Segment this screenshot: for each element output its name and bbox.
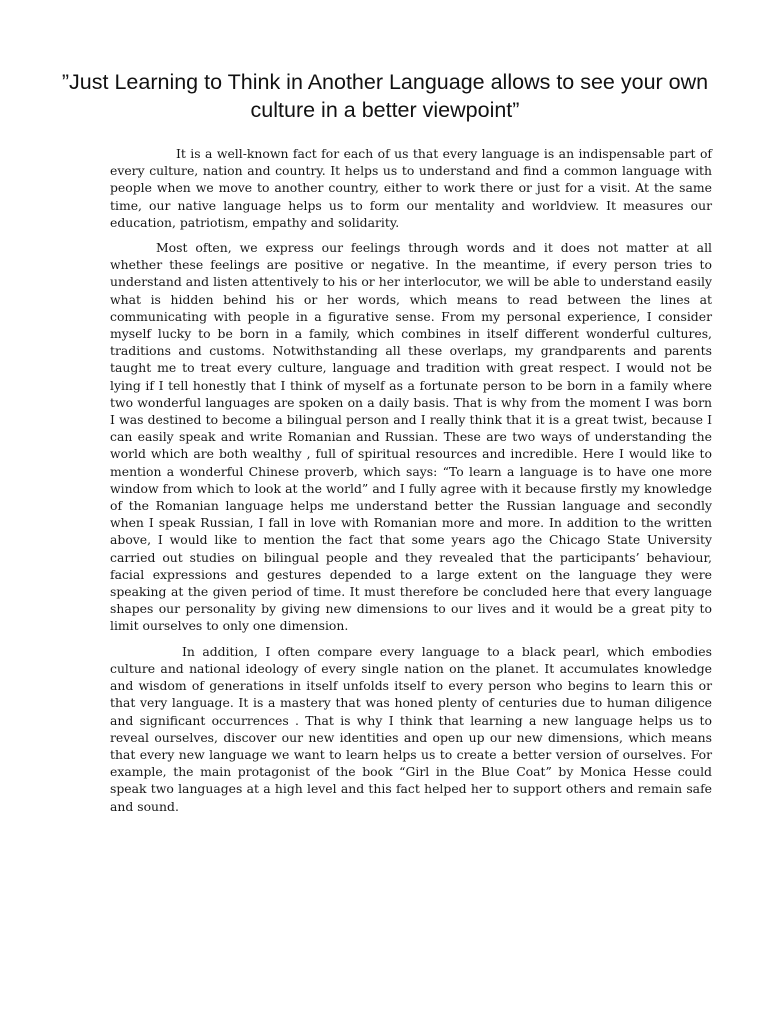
paragraph-2: Most often, we express our feelings through words and it does not matter at all whether these feelings are positive or negative. In the meantime, if every person tries to understand and listen attentively to his or her interlocutor, we will be able to understand easily what is hidden behind his or her words, which means to read between the lines at communicating with people in a figurative sense. From my personal experience, I consider myself lucky to be born in a family, which combines in itself different wonderful cultures, traditions and customs. Notwithstanding all these overlaps, my grandparents and parents taught me to treat every culture, language and tradition with great respect. I would not be lying if I tell honestly that I think of myself as a fortunate person to be born in a family where two wonderful languages are spoken on a daily basis. That is why from the moment I was born I was destined to become a bilingual person and I really think that it is a great twist, because I can easily speak and write Romanian and Russian. These are two ways of understanding the world which are both wealthy , full of spiritual resources and incredible. Here I would like to mention a wonderful Chinese proverb, which says: “To learn a language is to have one more window from which to look at the world” and I fully agree with it because firstly my knowledge of the Romanian language helps me understand better the Russian language and secondly when I speak Russian, I fall in love with Romanian more and more. In addition to the written above, I would like to mention the fact that some years ago the Chicago State University carried out studies on bilingual people and they revealed that the participants’ behaviour, facial expressions and gestures depended to a large extent on the language they were speaking at the given period of time. It must therefore be concluded here that every language shapes our personality by giving new dimensions to our lives and it would be a great pity to limit ourselves to only one dimension.	[110, 240, 712, 634]
paragraph-1: It is a well-known fact for each of us that every language is an indispensable part of every culture, nation and country. It helps us to understand and find a common language with people when we move to another country, either to work there or just for a visit. At the same time, our native language helps us to form our mentality and worldview. It measures our education, patriotism, empathy and solidarity.	[110, 146, 712, 230]
document-body	[110, 145, 712, 823]
paragraph-3: In addition, I often compare every language to a black pearl, which embodies culture and national ideology of every single nation on the planet. It accumulates knowledge and wisdom of generations in itself unfolds itself to every person who begins to learn this or that very language. It is a mastery that was honed plenty of centuries due to human diligence and significant occurrences . That is why I think that learning a new language helps us to reveal ourselves, discover our new identities and open up our new dimensions, which means that every new language we want to learn helps us to create a better version of ourselves. For example, the main protagonist of the book “Girl in the Blue Coat” by Monica Hesse could speak two languages at a high level and this fact helped her to support others and remain safe and sound.	[110, 643, 712, 814]
document-title: ”Just Learning to Think in Another Language allows to see your own culture in a better viewpoint”	[61, 70, 709, 122]
